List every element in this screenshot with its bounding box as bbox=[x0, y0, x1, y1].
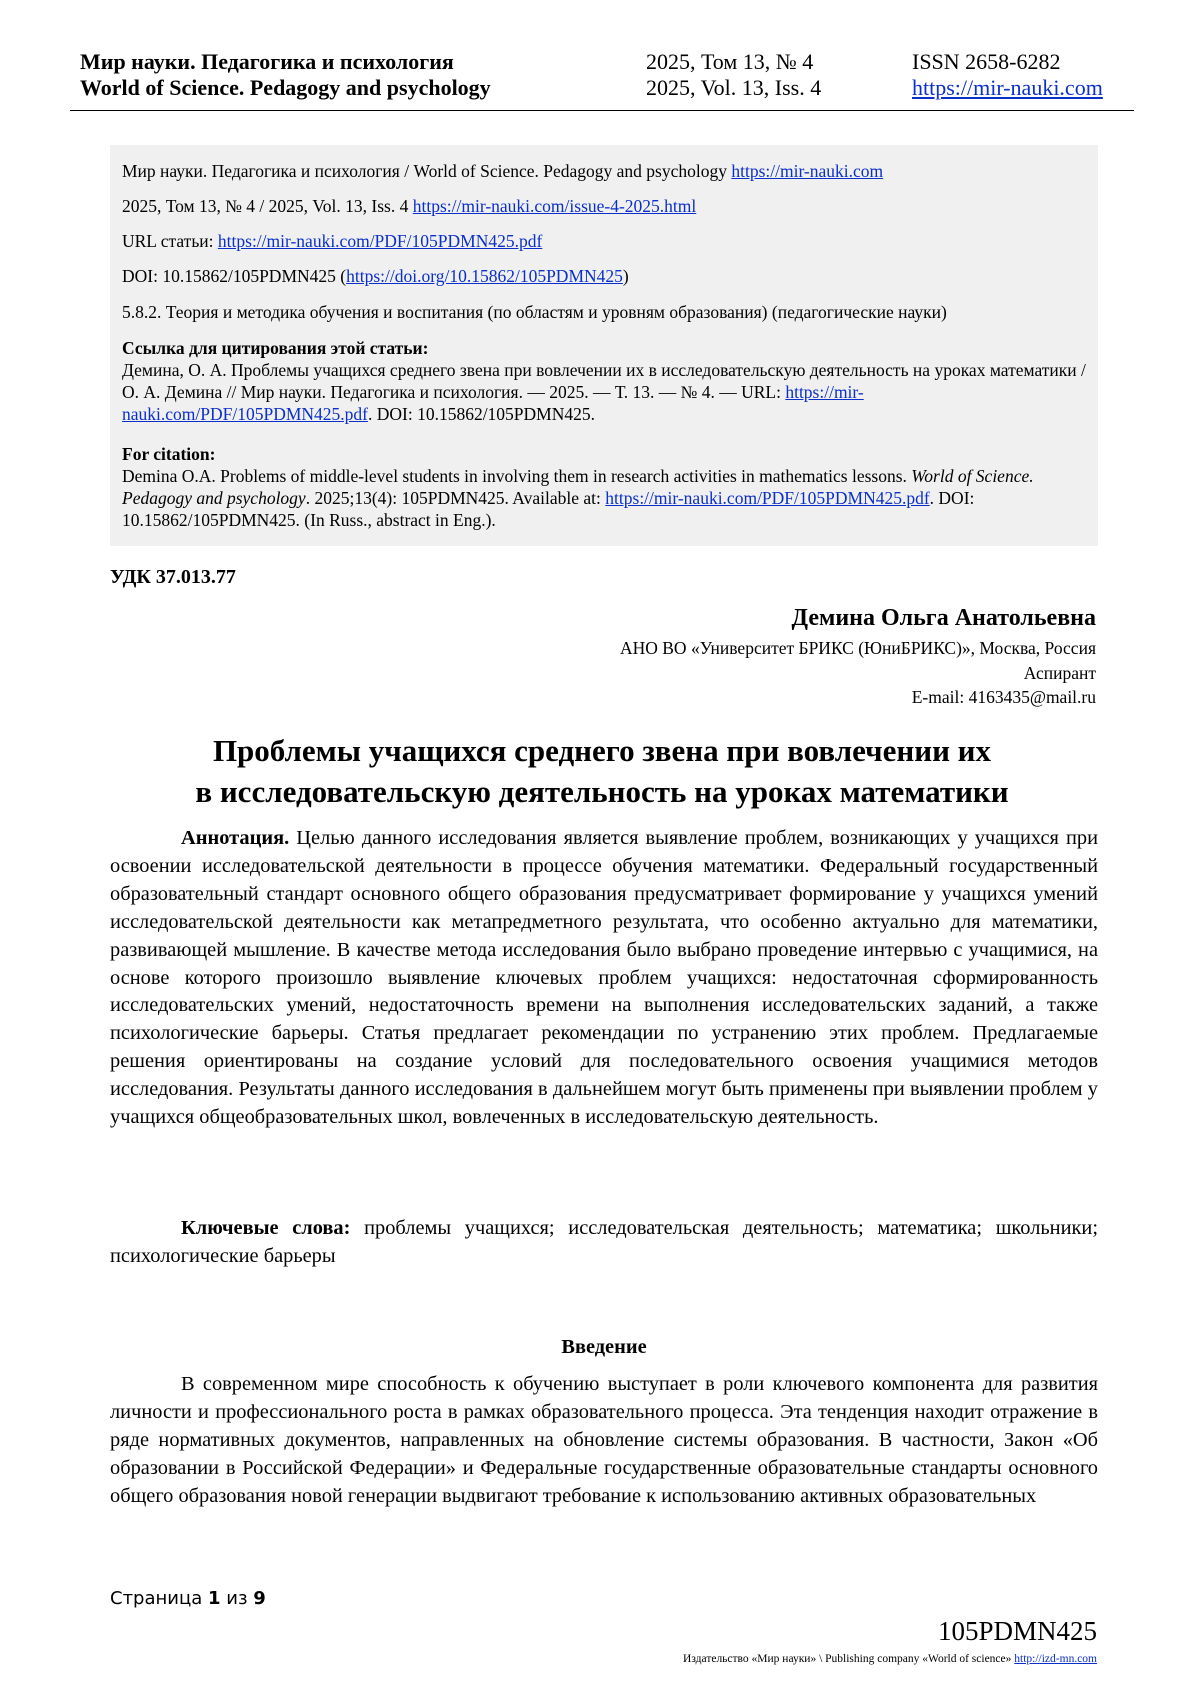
keywords-text: проблемы учащихся; исследовательская деятельность; математика; школьники; психологические барьеры bbox=[110, 1217, 1098, 1267]
running-header bbox=[0, 0, 1200, 120]
journal-title-en: World of Science. Pedagogy and psychology bbox=[80, 75, 491, 100]
issn: ISSN 2658-6282 bbox=[912, 49, 1061, 74]
citation-ru-title: Ссылка для цитирования этой статьи: bbox=[122, 338, 429, 358]
section-heading-introduction: Введение bbox=[561, 1336, 647, 1358]
info-specialty-line: 5.8.2. Теория и методика обучения и воспитания (по областям и уровням образования) (педагогические науки) bbox=[122, 302, 947, 322]
info-article-url-link[interactable]: https://mir-nauki.com/PDF/105PDMN425.pdf bbox=[217, 231, 543, 251]
journal-site-link[interactable]: https://mir-nauki.com bbox=[912, 75, 1103, 100]
info-url-line: URL статьи: https://mir-nauki.com/PDF/105PDMN425.pdf bbox=[122, 231, 543, 251]
abstract-label: Аннотация. bbox=[181, 827, 290, 849]
publisher-link[interactable]: http://izd-mn.com bbox=[1014, 1653, 1097, 1665]
info-issue-line: 2025, Том 13, № 4 / 2025, Vol. 13, Iss. 4 https://mir-nauki.com/issue-4-2025.html bbox=[122, 196, 697, 216]
article-info-box bbox=[110, 145, 1098, 546]
info-doi-link[interactable]: https://doi.org/10.15862/105PDMN425 bbox=[346, 266, 623, 286]
publisher-line: Издательство «Мир науки» \ Publishing company «World of science» http://izd-mn.com bbox=[683, 1653, 1097, 1665]
introduction-paragraph bbox=[110, 1371, 1098, 1511]
info-issue-link[interactable]: https://mir-nauki.com/issue-4-2025.html bbox=[412, 196, 697, 216]
page-counter: Страница 1 из 9 bbox=[110, 1588, 266, 1609]
article-code: 105PDMN425 bbox=[937, 1616, 1097, 1646]
issue-ru: 2025, Том 13, № 4 bbox=[646, 49, 814, 74]
citation-ru: Ссылка для цитирования этой статьи: Демина, О. А. Проблемы учащихся среднего звена при вовлечении их в исследовательскую деятельность на уроках математики / О. А. Демина // Мир науки. Педагогика и психология. — 2025. — Т. 13. — № 4. — URL: https://mir-nauki.com/PDF/105PDMN425.pdf. DOI: 10.15862/105PDMN425. bbox=[122, 337, 1092, 425]
abstract bbox=[110, 825, 1098, 1132]
udk-code: УДК 37.013.77 bbox=[110, 566, 236, 588]
abstract-text: Целью данного исследования является выявление проблем, возникающих у учащихся при освоении исследовательской деятельности в процессе обучения математики. Федеральный государственный образовательный стандарт основного общего образования предусматривает формирование у учащихся умений исследовательской деятельности как метапредметного результата, что особенно актуально для математики, развивающей мышление. В качестве метода исследования было выбрано проведение интервью с учащимися, на основе которого произошло выявление ключевых проблем учащихся: недостаточная сформированность исследовательских умений, недостаточность времени на выполнения исследовательских заданий, а также психологические барьеры. Статья предлагает рекомендации по устранению этих проблем. Предлагаемые решения ориентированы на создание условий для последовательного освоения учащимися методов исследования. Результаты данного исследования в дальнейшем могут быть применены при выявлении проблем у учащихся общеобразовательных школ, вовлеченных в исследовательскую деятельность. bbox=[110, 827, 1098, 1129]
citation-en: For citation: Demina O.A. Problems of middle-level students in involving them in research activities in mathematics lessons. World of Science. Pedagogy and psychology. 2025;13(4): 105PDMN425. Available at: https://mir-nauki.com/PDF/105PDMN425.pdf. DOI: 10.15862/105PDMN425. (In Russ., abstract in Eng.). bbox=[122, 443, 1092, 531]
author-position: Аспирант bbox=[1023, 663, 1096, 683]
journal-title-ru: Мир науки. Педагогика и психология bbox=[80, 49, 454, 74]
author-affiliation: АНО ВО «Университет БРИКС (ЮниБРИКС)», Москва, Россия bbox=[619, 638, 1096, 658]
issue-en: 2025, Vol. 13, Iss. 4 bbox=[646, 75, 822, 100]
introduction-text: В современном мире способность к обучению выступает в роли ключевого компонента для развития личности и профессионального роста в рамках образовательного процесса. Эта тенденция находит отражение в ряде нормативных документов, направленных на обновление системы образования. В частности, Закон «Об образовании в Российской Федерации» и Федеральные государственные образовательные стандарты основного общего образования новой генерации выдвигают требование к использованию активных образовательных bbox=[110, 1373, 1098, 1507]
keywords bbox=[110, 1215, 1098, 1271]
header-divider bbox=[70, 110, 1134, 111]
author-name: Демина Ольга Анатольевна bbox=[791, 605, 1096, 631]
info-doi-line: DOI: 10.15862/105PDMN425 (https://doi.org/10.15862/105PDMN425) bbox=[122, 266, 629, 286]
citation-en-link[interactable]: https://mir-nauki.com/PDF/105PDMN425.pdf bbox=[605, 488, 930, 508]
citation-ru-link[interactable]: https://mir-nauki.com/PDF/105PDMN425.pdf bbox=[122, 382, 864, 424]
author-email: E-mail: 4163435@mail.ru bbox=[911, 687, 1096, 707]
article-title: Проблемы учащихся среднего звена при вовлечении их в исследовательскую деятельность на уроках математики bbox=[195, 733, 1009, 809]
keywords-label: Ключевые слова: bbox=[181, 1217, 351, 1239]
info-journal-line: Мир науки. Педагогика и психология / World of Science. Pedagogy and psychology https://mir-nauki.com bbox=[122, 161, 884, 181]
citation-en-title: For citation: bbox=[122, 444, 216, 464]
info-journal-link[interactable]: https://mir-nauki.com bbox=[731, 161, 884, 181]
